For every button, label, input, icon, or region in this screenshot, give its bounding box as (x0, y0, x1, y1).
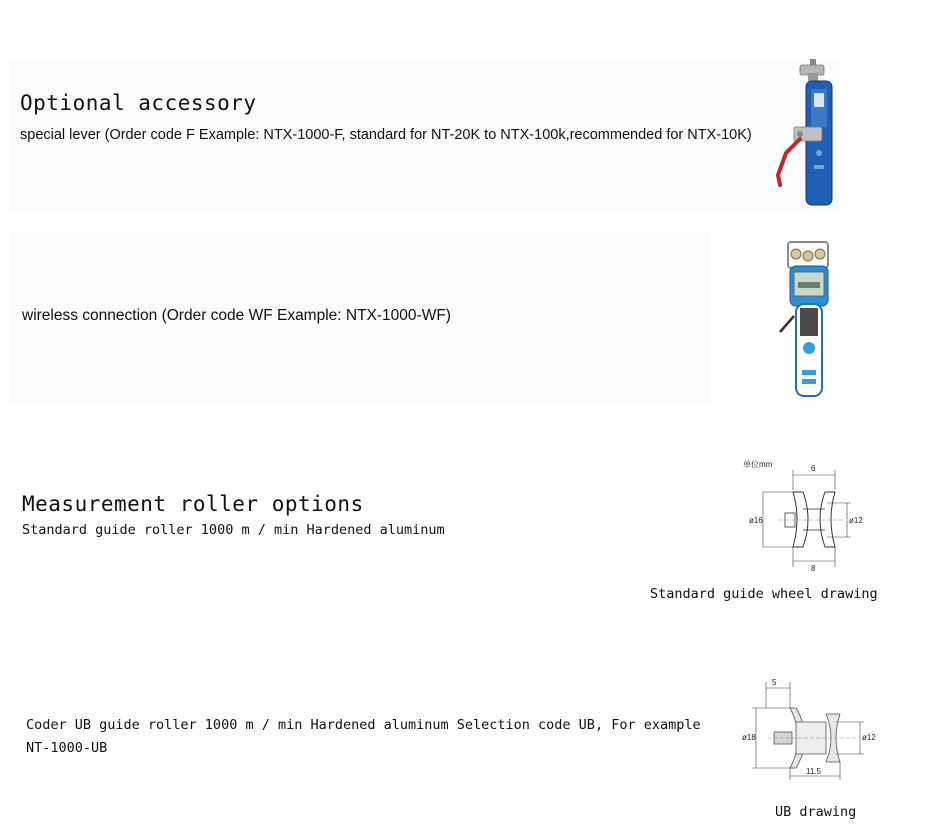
wireless-tension-meter-icon (770, 238, 840, 400)
ub-guide-wheel-drawing (740, 674, 880, 789)
optional-accessory-title: Optional accessory (20, 91, 257, 115)
standard-dim-left: ø16 (749, 516, 763, 525)
standard-guide-wheel-drawing (735, 455, 875, 575)
tension-meter-with-lever-icon (770, 55, 840, 215)
ub-dim-bottom: 11.5 (806, 767, 821, 776)
standard-dim-right: ø12 (849, 516, 863, 525)
wireless-connection-text: wireless connection (Order code WF Example: NTX-1000-WF) (22, 307, 451, 324)
standard-roller-text: Standard guide roller 1000 m / min Hardened aluminum (22, 522, 445, 538)
ub-dim-left: ø18 (742, 733, 756, 742)
ub-drawing-caption: UB drawing (775, 804, 857, 820)
ub-dim-top: 5 (772, 678, 777, 687)
standard-dim-top: 6 (811, 464, 816, 473)
standard-dim-bottom: 8 (811, 564, 816, 573)
ub-dim-right: ø12 (862, 733, 876, 742)
special-lever-text: special lever (Order code F Example: NTX-1000-F, standard for NT-20K to NTX-100k,recommended for NTX-10K) (20, 127, 752, 143)
ub-roller-text-line1: Coder UB guide roller 1000 m / min Hardened aluminum Selection code UB, For example (26, 717, 701, 733)
ub-roller-text-line2: NT-1000-UB (26, 740, 108, 756)
roller-options-title: Measurement roller options (22, 492, 364, 516)
standard-drawing-unit-label: 单位mm (743, 460, 773, 469)
standard-drawing-caption: Standard guide wheel drawing (650, 586, 878, 602)
